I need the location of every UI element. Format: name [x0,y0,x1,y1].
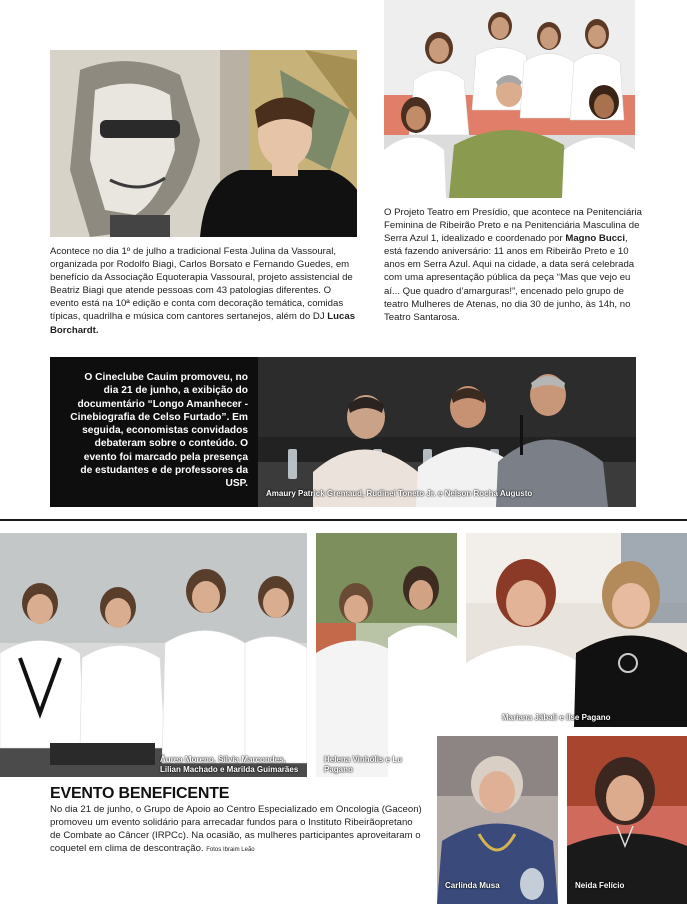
photo-carlinda [437,736,558,904]
cineclube-text: O Cineclube Cauim promoveu, no dia 21 de junho, a exibição do documentário “Longo Amanhecer - Cinebiografia de Celso Furtado”. Em seguida, economistas convidados debateram sobre o conteúdo. O evento foi marcado pela presença de estudantes e de professores da USP. [70,372,248,490]
photo-neida [567,736,687,904]
evento-text: No dia 21 de junho, o Grupo de Apoio ao Centro Especializado em Oncologia (Gaceon) promoveu um evento solidário para arrecadar fundos para o Instituto Ribeirãopretano de Combate ao Câncer (IRPCc). Na ocasião, as mulheres participantes aproveitaram o coquetel em clima de descontração. [50,804,422,854]
photo-mariana-ilse [466,533,687,727]
caption-helena: Helena Vinhólis e Lu Pagano [324,755,403,774]
dj-name: Lucas Borchardt. [50,311,356,336]
caption-neida: Neida Felício [575,881,625,890]
magno-bucci-name: Magno Bucci [565,233,626,245]
teatro-text-1: O Projeto Teatro em Presídio, que acontece na Penitenciária Feminina de Ribeirão Preto e na Penitenciária Masculina de Serra Azul 1, idealizado e coordenado por [384,207,642,245]
photo-cineclube-panel [258,357,636,507]
festa-julina-text: Acontece no dia 1º de julho a tradicional Festa Julina da Vassoural, organizada por Rodolfo Biagi, Carlos Borsato e Fernando Guedes, em benefício da Associação Equoterapia Vassoural, projeto assistencial de Beatriz Biagi que atende pessoas com 43 patologias diferentes. O evento está na 10ª edição e conta com decoração temática, comidas típicas, quadrilha e música com cantores sertanejos, além do DJ [50,246,353,323]
evento-title: EVENTO BENEFICENTE [50,785,230,802]
photo-group-four-women [0,533,307,777]
photo-teatro-presidio [384,0,635,198]
caption-carlinda: Carlinda Musa [445,881,500,890]
teatro-presidio-paragraph [384,206,644,324]
festa-julina-paragraph [50,245,362,337]
photo-festa-julina [50,50,357,237]
cineclube-box [50,357,258,507]
cineclube-photo-caption: Amaury Patrick Gremaud, Rudinei Toneto Jr. e Nelson Rocha Augusto [266,489,533,498]
evento-paragraph [50,803,425,857]
teatro-text-2: , está fazendo aniversário: 11 anos em Ribeirão Preto e 10 anos em Serra Azul. Aqui na cidade, a data será celebrada com uma apresentação pública da peça “Mas que vejo eu aí... Que quadro d’amarguras!”, encenado pelo grupo de teatro Mulheres de Atenas, no dia 30 de junho, às 14h, no Teatro Santarosa. [384,233,635,323]
section-divider [0,519,687,521]
caption-group: Áurea Moreno, Silvia Marcondes, Lilian Machado e Marilda Guimarães [160,755,299,774]
photo-credit: Fotos Ibraim Leão [206,847,255,853]
caption-mariana: Mariana Jábali e Ilse Pagano [502,713,611,722]
